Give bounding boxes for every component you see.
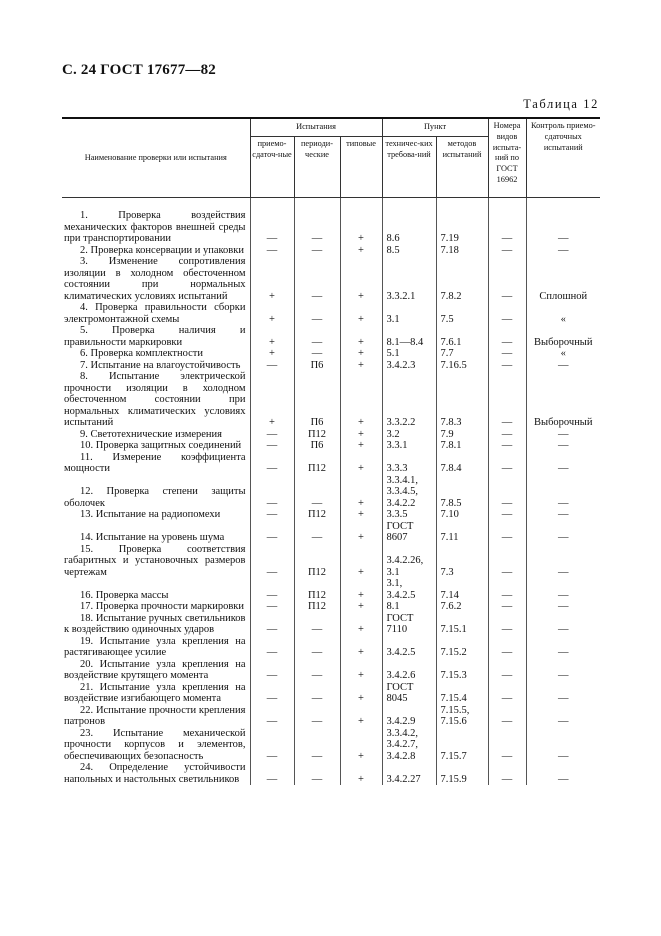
row-gost-number: — (488, 210, 526, 245)
table-row (62, 256, 600, 302)
row-type: + (340, 302, 382, 325)
row-periodic: П6 (294, 440, 340, 452)
row-control: — (526, 659, 600, 682)
row-name-text: 4. Проверка правильности сборки электромонтажной схемы (64, 302, 246, 325)
header-type: типовые (340, 137, 382, 198)
row-methods: 7.8.5 (436, 475, 488, 510)
row-name-text: 10. Проверка защитных соединений (80, 440, 242, 451)
row-control: — (526, 682, 600, 705)
row-name (62, 544, 250, 579)
header-methods: методов испытаний (436, 137, 488, 198)
row-name-text: 16. Проверка массы (80, 589, 169, 601)
table-row (62, 601, 600, 613)
row-methods: 7.14 (436, 578, 488, 601)
row-control: — (526, 210, 600, 245)
table-row (62, 360, 600, 372)
row-tech-req: 5.1 (382, 348, 436, 360)
row-name (62, 429, 250, 441)
table-row (62, 440, 600, 452)
row-periodic: — (294, 348, 340, 360)
table-row (62, 659, 600, 682)
row-acceptance: — (250, 636, 294, 659)
row-acceptance: — (250, 601, 294, 613)
table-row (62, 509, 600, 521)
row-tech-req: 3.4.2.26, 3.1 (382, 544, 436, 579)
row-control: — (526, 360, 600, 372)
row-periodic: — (294, 659, 340, 682)
row-gost-number: — (488, 728, 526, 763)
row-tech-req: ГОСТ 8607 (382, 521, 436, 544)
row-control: — (526, 429, 600, 441)
row-methods: 7.15.2 (436, 636, 488, 659)
table-row (62, 475, 600, 510)
row-methods: 7.15.1 (436, 613, 488, 636)
row-periodic: П12 (294, 578, 340, 601)
row-periodic: — (294, 245, 340, 257)
row-name (62, 256, 250, 302)
row-gost-number: — (488, 762, 526, 785)
row-control: « (526, 302, 600, 325)
table-row (62, 544, 600, 579)
row-tech-req: 8.6 (382, 210, 436, 245)
row-periodic: — (294, 636, 340, 659)
row-methods: 7.11 (436, 521, 488, 544)
row-type: + (340, 348, 382, 360)
row-gost-number: — (488, 613, 526, 636)
row-type: + (340, 613, 382, 636)
row-periodic: — (294, 475, 340, 510)
row-periodic: П12 (294, 429, 340, 441)
row-name-text: 12. Проверка степени защиты оболочек (64, 486, 246, 509)
row-gost-number: — (488, 509, 526, 521)
table-row (62, 429, 600, 441)
row-methods: 7.15.9 (436, 762, 488, 785)
row-gost-number: — (488, 705, 526, 728)
row-acceptance: — (250, 452, 294, 475)
row-acceptance: + (250, 371, 294, 429)
row-methods: 7.16.5 (436, 360, 488, 372)
row-type: + (340, 360, 382, 372)
row-control: — (526, 728, 600, 763)
row-type: + (340, 544, 382, 579)
row-methods: 7.19 (436, 210, 488, 245)
table-body (62, 198, 600, 786)
row-acceptance: — (250, 509, 294, 521)
row-type: + (340, 245, 382, 257)
row-tech-req: 3.1, 3.4.2.5 (382, 578, 436, 601)
row-tech-req: 8.1 (382, 601, 436, 613)
row-tech-req: 3.3.2.1 (382, 256, 436, 302)
row-name-text: 8. Испытание электрической прочности изоляции в холодном обесточенном состоянии при нормальных климатических условиях испытаний (64, 371, 246, 428)
row-tech-req: 3.3.4.1, 3.3.4.5, 3.4.2.2 (382, 475, 436, 510)
row-name-text: 24. Определение устойчивости напольных и настольных светильников (64, 762, 246, 785)
row-control: — (526, 762, 600, 785)
row-name (62, 348, 250, 360)
row-control: Выборочный (526, 371, 600, 429)
row-acceptance: — (250, 245, 294, 257)
row-name (62, 302, 250, 325)
row-type: + (340, 659, 382, 682)
row-methods: 7.10 (436, 509, 488, 521)
row-methods: 7.15.7 (436, 728, 488, 763)
row-methods: 7.8.4 (436, 452, 488, 475)
row-gost-number: — (488, 325, 526, 348)
row-methods: 7.18 (436, 245, 488, 257)
row-name (62, 636, 250, 659)
row-methods: 7.15.5, 7.15.6 (436, 705, 488, 728)
row-name-text: 5. Проверка наличия и правильности маркировки (64, 325, 246, 348)
table-row (62, 371, 600, 429)
table-row (62, 636, 600, 659)
row-periodic: — (294, 210, 340, 245)
row-type: + (340, 452, 382, 475)
row-tech-req: 8.5 (382, 245, 436, 257)
row-periodic: — (294, 613, 340, 636)
row-type: + (340, 521, 382, 544)
row-tech-req: 3.2 (382, 429, 436, 441)
row-type: + (340, 256, 382, 302)
row-gost-number: — (488, 371, 526, 429)
table-row (62, 452, 600, 475)
row-methods: 7.8.1 (436, 440, 488, 452)
row-name-text: 11. Измерение коэффициента мощности (64, 451, 246, 474)
row-name-text: 23. Испытание механической прочности корпусов и элементов, обеспечивающих безопасность (64, 727, 246, 762)
row-periodic: П6 (294, 371, 340, 429)
header-name: Наименование проверки или испытания (62, 118, 250, 198)
row-methods: 7.9 (436, 429, 488, 441)
row-name-text: 21. Испытание узла крепления на воздействие изгибающего момента (64, 681, 246, 704)
row-name (62, 509, 250, 521)
row-name-text: 13. Испытание на радиопомехи (80, 509, 221, 520)
row-name (62, 440, 250, 452)
row-gost-number: — (488, 348, 526, 360)
row-periodic: — (294, 705, 340, 728)
table-row (62, 210, 600, 245)
table-row (62, 728, 600, 763)
row-name (62, 475, 250, 510)
row-acceptance: — (250, 475, 294, 510)
row-control: — (526, 440, 600, 452)
row-type: + (340, 210, 382, 245)
row-periodic: П12 (294, 452, 340, 475)
row-acceptance: — (250, 578, 294, 601)
row-methods: 7.8.3 (436, 371, 488, 429)
row-acceptance: + (250, 325, 294, 348)
row-gost-number: — (488, 544, 526, 579)
row-tech-req: ГОСТ 7110 (382, 613, 436, 636)
header-control: Контроль приемо-сдаточных испытаний (526, 118, 600, 198)
row-methods: 7.7 (436, 348, 488, 360)
row-acceptance: — (250, 360, 294, 372)
row-control: — (526, 578, 600, 601)
row-periodic: — (294, 682, 340, 705)
table-row (62, 348, 600, 360)
row-tech-req: 8.1—8.4 (382, 325, 436, 348)
table-row (62, 302, 600, 325)
row-periodic: — (294, 325, 340, 348)
row-tech-req: 3.3.5 (382, 509, 436, 521)
row-type: + (340, 682, 382, 705)
row-acceptance: — (250, 659, 294, 682)
row-type: + (340, 440, 382, 452)
row-control: — (526, 452, 600, 475)
row-name-text: 3. Изменение сопротивления изоляции в холодном обесточенном состоянии при нормальных климатических условиях испытаний (64, 256, 246, 302)
row-type: + (340, 705, 382, 728)
row-methods: 7.6.2 (436, 601, 488, 613)
row-tech-req: 3.3.1 (382, 440, 436, 452)
row-name-text: 18. Испытание ручных светильников к воздействию одиночных ударов (64, 612, 246, 635)
row-gost-number: — (488, 440, 526, 452)
row-periodic: П6 (294, 360, 340, 372)
row-name (62, 659, 250, 682)
row-acceptance: — (250, 210, 294, 245)
row-name-text: 15. Проверка соответствия габаритных и установочных размеров чертежам (64, 543, 246, 578)
table-row (62, 521, 600, 544)
row-control: — (526, 521, 600, 544)
row-control: — (526, 636, 600, 659)
row-name (62, 371, 250, 429)
row-control: — (526, 601, 600, 613)
row-gost-number: — (488, 256, 526, 302)
row-periodic: П12 (294, 601, 340, 613)
header-point-group: Пункт (382, 118, 488, 137)
row-name (62, 613, 250, 636)
table-row (62, 245, 600, 257)
row-gost-number: — (488, 636, 526, 659)
table-spacer (62, 198, 600, 211)
row-name (62, 601, 250, 613)
row-tech-req: 3.4.2.3 (382, 360, 436, 372)
row-control: « (526, 348, 600, 360)
row-gost-number: — (488, 302, 526, 325)
row-gost-number: — (488, 360, 526, 372)
row-tech-req: 3.4.2.27 (382, 762, 436, 785)
page-header: С. 24 ГОСТ 17677—82 (62, 62, 216, 78)
row-name (62, 245, 250, 257)
row-periodic: — (294, 762, 340, 785)
row-acceptance: — (250, 613, 294, 636)
row-type: + (340, 429, 382, 441)
row-name (62, 521, 250, 544)
row-periodic: — (294, 302, 340, 325)
row-control: Выборочный (526, 325, 600, 348)
row-methods: 7.5 (436, 302, 488, 325)
row-type: + (340, 371, 382, 429)
table-row (62, 325, 600, 348)
row-name-text: 19. Испытание узла крепления на растягивающее усилие (64, 635, 246, 658)
row-name (62, 210, 250, 245)
row-acceptance: — (250, 762, 294, 785)
row-acceptance: — (250, 440, 294, 452)
table-row (62, 705, 600, 728)
row-name-text: 7. Испытание на влагоустойчивость (80, 359, 241, 371)
row-control: — (526, 705, 600, 728)
row-name (62, 682, 250, 705)
row-type: + (340, 728, 382, 763)
row-methods: 7.15.3 (436, 659, 488, 682)
row-acceptance: — (250, 521, 294, 544)
row-methods: 7.8.2 (436, 256, 488, 302)
row-type: + (340, 509, 382, 521)
row-gost-number: — (488, 475, 526, 510)
test-table (62, 117, 600, 785)
row-tech-req: 3.3.4.2, 3.4.2.7, 3.4.2.8 (382, 728, 436, 763)
table-row (62, 578, 600, 601)
row-methods: 7.6.1 (436, 325, 488, 348)
row-name-text: 9. Светотехнические измерения (80, 428, 222, 440)
row-acceptance: + (250, 348, 294, 360)
row-name-text: 6. Проверка комплектности (80, 348, 203, 359)
row-name (62, 762, 250, 785)
row-tech-req: 3.1 (382, 302, 436, 325)
row-acceptance: — (250, 705, 294, 728)
row-gost-number: — (488, 682, 526, 705)
row-name-text: 1. Проверка воздействия механических факторов внешней среды при транспортировании (64, 210, 246, 244)
table-caption: Таблица 12 (523, 97, 599, 111)
row-name (62, 705, 250, 728)
header-tests-group: Испытания (250, 118, 382, 137)
row-name (62, 452, 250, 475)
row-gost-number: — (488, 601, 526, 613)
row-periodic: — (294, 521, 340, 544)
row-gost-number: — (488, 429, 526, 441)
row-name (62, 360, 250, 372)
row-tech-req: ГОСТ 8045 (382, 682, 436, 705)
row-acceptance: — (250, 682, 294, 705)
row-acceptance: + (250, 256, 294, 302)
table-row (62, 762, 600, 785)
row-tech-req: 3.4.2.5 (382, 636, 436, 659)
row-periodic: — (294, 256, 340, 302)
row-acceptance: — (250, 429, 294, 441)
row-name-text: 22. Испытание прочности крепления патронов (64, 704, 246, 727)
table-row (62, 682, 600, 705)
row-control: — (526, 509, 600, 521)
row-acceptance: + (250, 302, 294, 325)
row-periodic: П12 (294, 544, 340, 579)
row-type: + (340, 475, 382, 510)
row-periodic: — (294, 728, 340, 763)
row-name-text: 17. Проверка прочности маркировки (80, 601, 245, 612)
row-gost-number: — (488, 578, 526, 601)
row-name-text: 2. Проверка консервации и упаковки (80, 244, 244, 256)
row-type: + (340, 601, 382, 613)
row-tech-req: 3.4.2.9 (382, 705, 436, 728)
row-acceptance: — (250, 544, 294, 579)
row-control: — (526, 544, 600, 579)
row-name (62, 325, 250, 348)
row-name (62, 578, 250, 601)
header-gost-numbers: Номера видов испыта-ний по ГОСТ 16962 (488, 118, 526, 198)
table-row (62, 613, 600, 636)
row-type: + (340, 762, 382, 785)
row-gost-number: — (488, 521, 526, 544)
header-acceptance: приемо-сдаточ-ные (250, 137, 294, 198)
row-type: + (340, 325, 382, 348)
header-tech-req: техничес-ких требова-ний (382, 137, 436, 198)
row-methods: 7.3 (436, 544, 488, 579)
row-name-text: 20. Испытание узла крепления на воздействие крутящего момента (64, 658, 246, 681)
row-name-text: 14. Испытание на уровень шума (80, 532, 225, 543)
row-gost-number: — (488, 452, 526, 475)
row-control: Сплошной (526, 256, 600, 302)
row-tech-req: 3.4.2.6 (382, 659, 436, 682)
row-acceptance: — (250, 728, 294, 763)
row-methods: 7.15.4 (436, 682, 488, 705)
row-name (62, 728, 250, 763)
row-tech-req: 3.3.3 (382, 452, 436, 475)
row-periodic: П12 (294, 509, 340, 521)
header-periodic: периоди-ческие (294, 137, 340, 198)
row-tech-req: 3.3.2.2 (382, 371, 436, 429)
row-type: + (340, 578, 382, 601)
row-control: — (526, 613, 600, 636)
row-gost-number: — (488, 659, 526, 682)
row-gost-number: — (488, 245, 526, 257)
row-control: — (526, 245, 600, 257)
row-type: + (340, 636, 382, 659)
row-control: — (526, 475, 600, 510)
